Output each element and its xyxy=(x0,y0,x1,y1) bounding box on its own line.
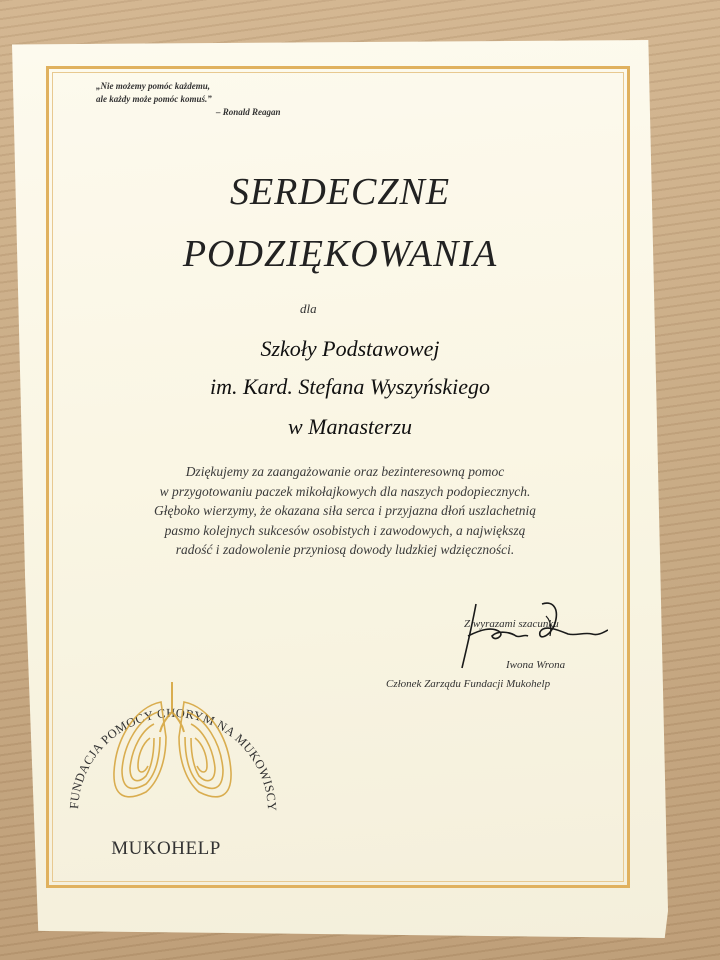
closing-regards: Z wyrazami szacunku xyxy=(464,618,559,630)
svg-text:FUNDACJA POMOCY CHORYM NA MUKO xyxy=(66,642,279,812)
recipient-intro: dla xyxy=(300,301,317,316)
message-line-1: Dziękujemy za zaangażowanie oraz bezinteresowną pomoc xyxy=(185,464,505,479)
mukohelp-logo xyxy=(66,642,306,857)
quote-line-1: „Nie możemy pomóc każdemu, xyxy=(96,81,210,91)
quote-line-2: ale każdy może pomóc komuś.” xyxy=(96,94,212,104)
logo-arc-text: FUNDACJA POMOCY CHORYM NA MUKOWISCY xyxy=(66,705,280,812)
message-line-5: radość i zadowolenie przyniosą dowody ludzkiej wdzięczności. xyxy=(175,542,515,557)
signer-name: Iwona Wrona xyxy=(506,659,566,671)
message-text xyxy=(110,462,580,560)
message-line-3: Głęboko wierzymy, że okazana siła serca i przyjazna dłoń uszlachetnią xyxy=(154,503,536,518)
quote-author: – Ronald Reagan xyxy=(216,107,281,117)
epigraph-quote xyxy=(96,80,281,119)
logo-name: MUKOHELP xyxy=(111,838,221,859)
signer-role: Członek Zarządu Fundacji Mukohelp xyxy=(386,678,551,690)
recipient-line-3: w Manasterzu xyxy=(287,414,413,439)
recipient-line-2: im. Kard. Stefana Wyszyńskiego xyxy=(209,374,491,399)
title-line-2: PODZIĘKOWANIA xyxy=(182,233,498,275)
title-line-1: SERDECZNE xyxy=(229,171,451,213)
message-line-2: w przygotowaniu paczek mikołajkowych dla naszych podopiecznych. xyxy=(159,483,531,499)
message-line-4: pasmo kolejnych sukcesów osobistych i zawodowych, a największą xyxy=(164,522,526,538)
recipient-line-1: Szkoły Podstawowej xyxy=(260,336,440,361)
lungs-fingerprint-emblem xyxy=(66,642,306,842)
